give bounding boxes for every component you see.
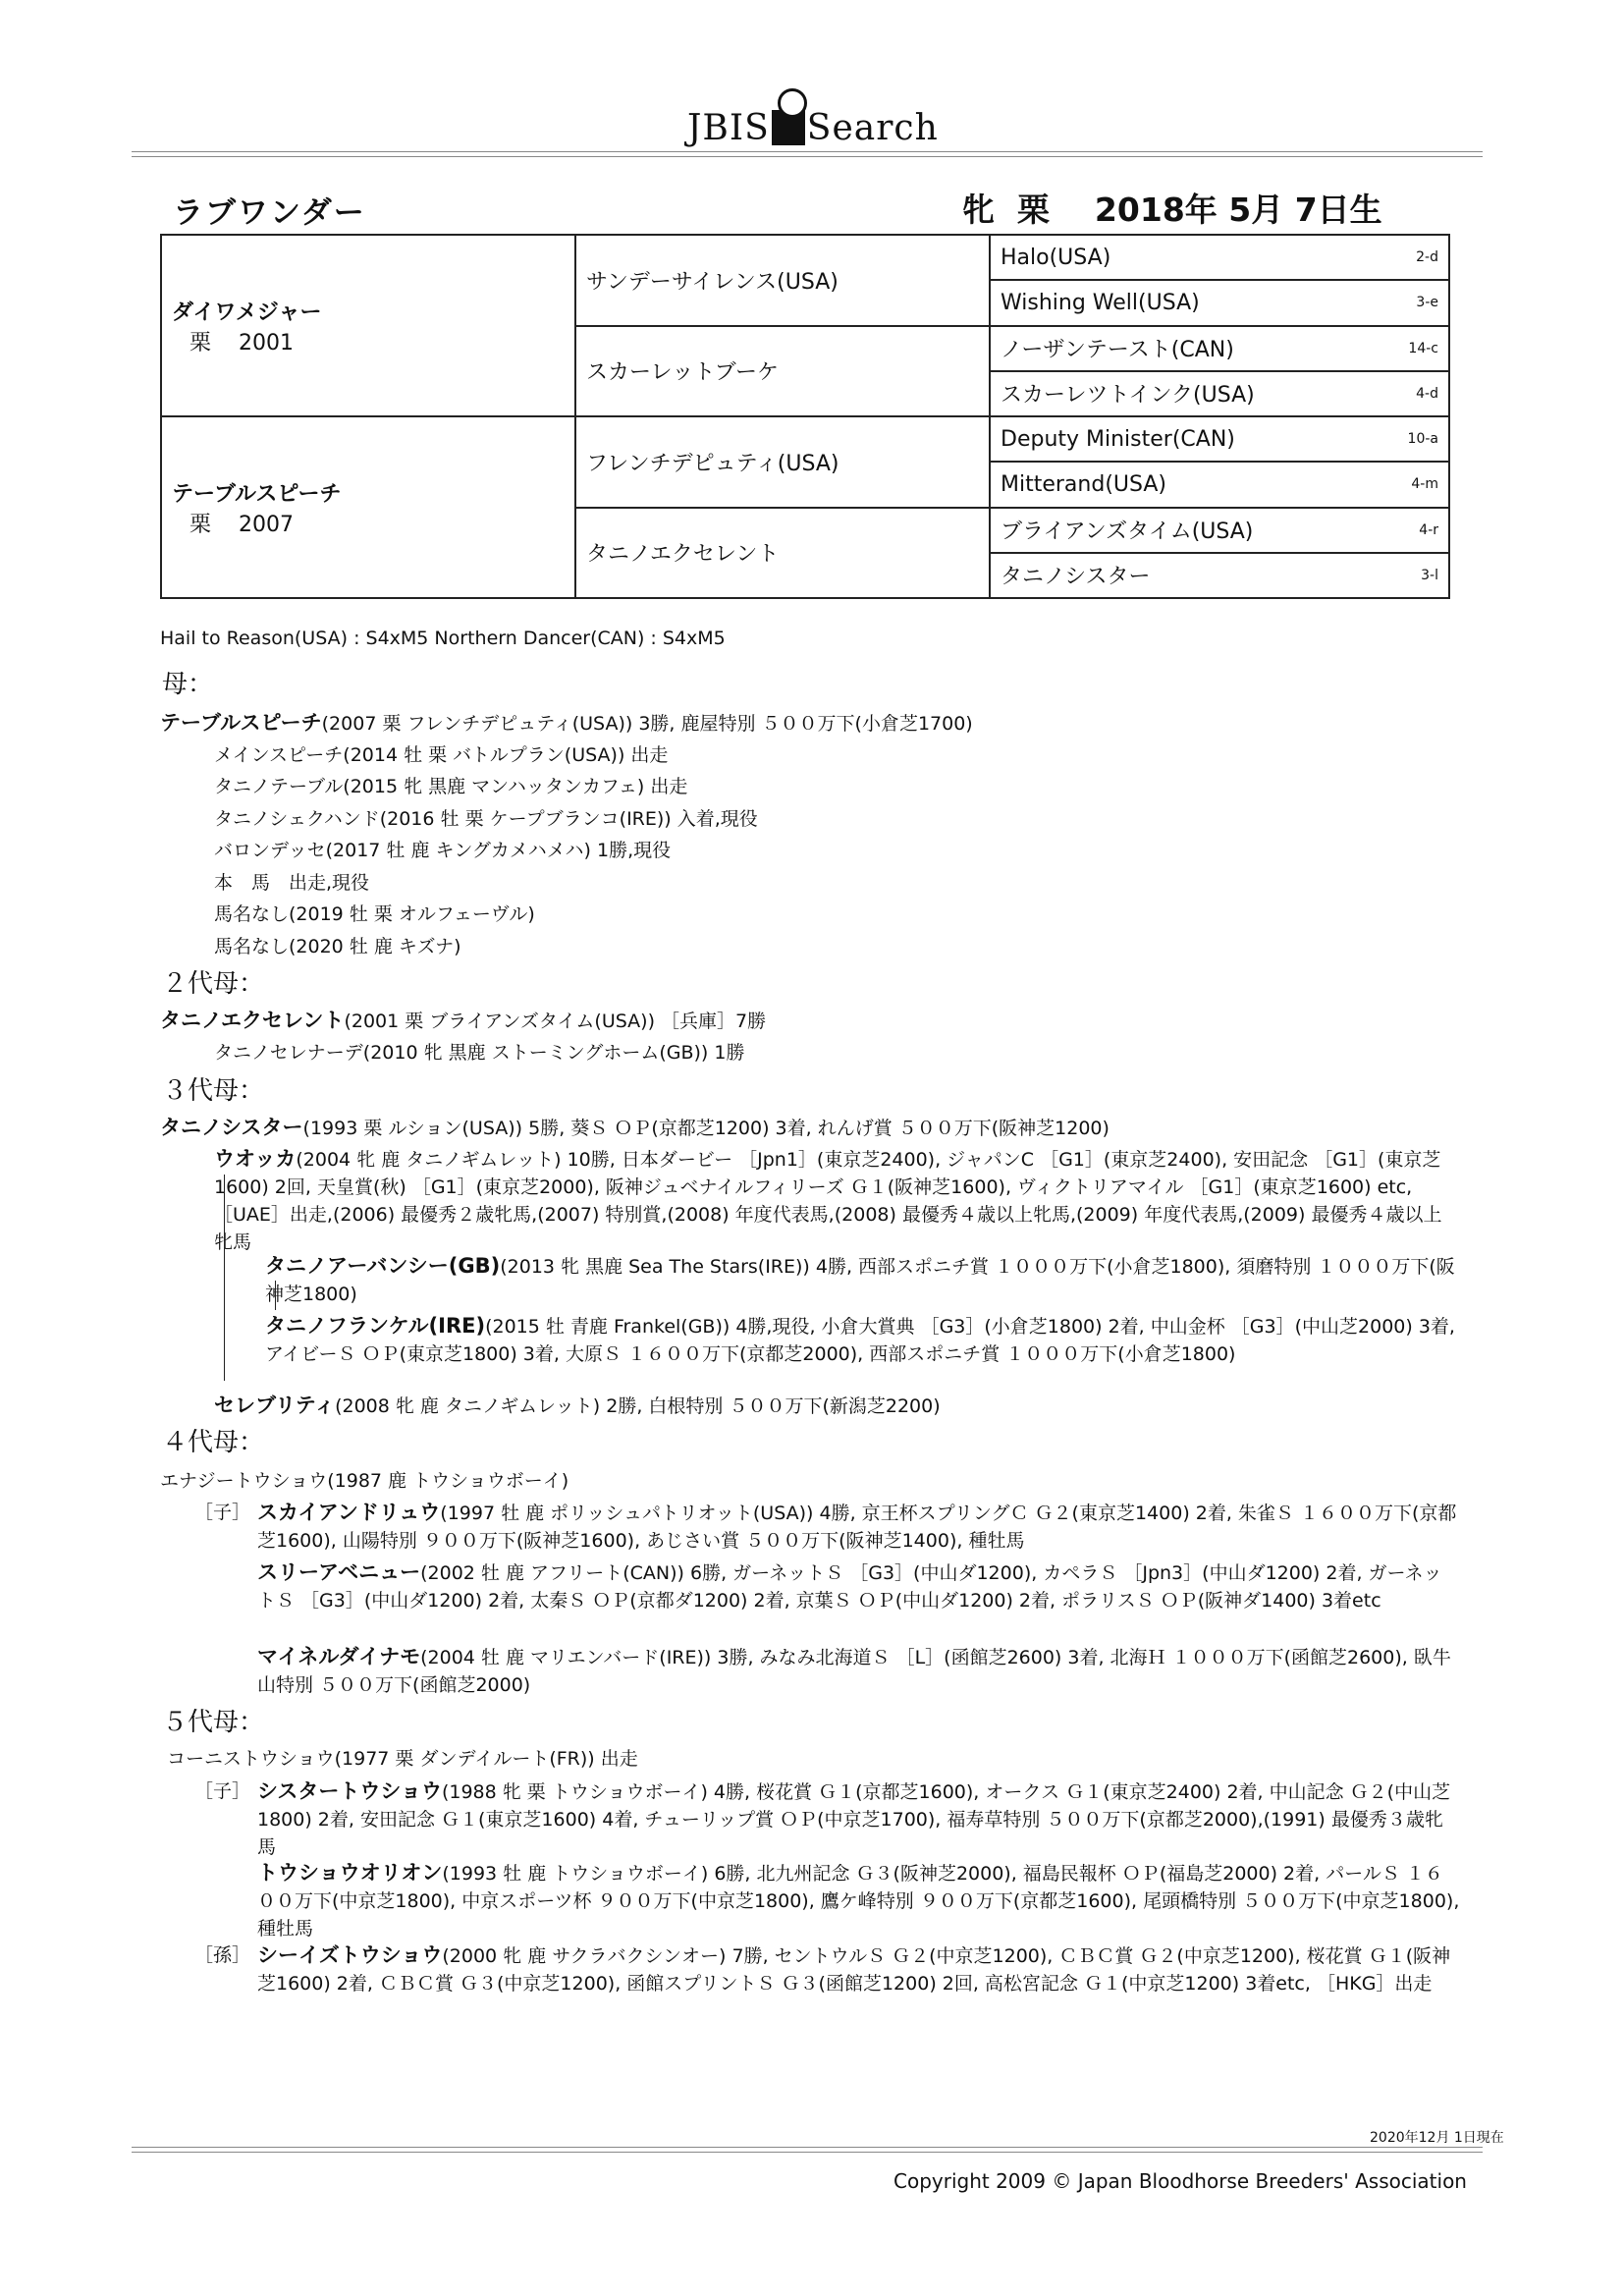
- sire-name: ダイワメジャー: [172, 300, 322, 325]
- g3-cell: Deputy Minister(CAN) 10-a: [990, 416, 1449, 462]
- family-branch-line: [224, 1175, 225, 1381]
- dam-info: 栗 2007: [189, 512, 294, 537]
- relation-tag: ［孫］: [194, 1944, 251, 1966]
- sire-cell: [161, 235, 575, 416]
- progeny-line: セレブリティ(2008 牝 鹿 タニノギムレット) 2勝, 白根特別 ５００万下(新潟芝2200): [214, 1394, 941, 1417]
- relation-tag: ［子］: [194, 1502, 251, 1523]
- sibling-line: 馬名なし(2020 牡 鹿 キズナ): [214, 936, 461, 957]
- g3-cell: スカーレツトインク(USA) 4-d: [990, 371, 1449, 416]
- horse-name: ラブワンダー: [173, 195, 366, 231]
- g2-cell: タニノエクセレント: [575, 508, 990, 599]
- sibling-line: 馬名なし(2019 牡 栗 オルフェーヴル): [214, 903, 535, 925]
- section-heading: ４代母：: [162, 1428, 265, 1457]
- progeny-line: タニノフランケル(IRE)(2015 牡 青鹿 Frankel(GB)) 4勝,現役, 小倉大賞典 ［G3］(小倉芝1800) 2着, 中山金杯 ［G3］(中山芝2000) 3着, アイビーＳ ＯＰ(東京芝1800) 3着, 大原Ｓ １６００万下(京都芝2000), 西部スポニチ賞 １０００万下(小倉芝1800): [265, 1314, 1455, 1365]
- as-of-date: 2020年12月 1日現在: [1370, 2130, 1504, 2146]
- logo-text-left: JBIS: [687, 108, 770, 148]
- progeny-line: トウショウオリオン(1993 牡 鹿 トウショウボーイ) 6勝, 北九州記念 Ｇ３(阪神芝2000), 福島民報杯 ＯＰ(福島芝2000) 2着, パールＳ １６００万下(中京芝1800), 中京スポーツ杯 ９００万下(中京芝1800), 鷹ケ峰特別 ９００万下(京都芝1600), 尾頭橋特別 ５００万下(中京芝1800), 種牡馬: [257, 1861, 1460, 1940]
- g2-cell: スカーレットブーケ: [575, 326, 990, 417]
- horse-sex-color-birth: 牝 栗 2018年 5月 7日生: [962, 191, 1382, 229]
- dam-line: テーブルスピーチ(2007 栗 フレンチデピュティ(USA)) 3勝, 鹿屋特別 ５００万下(小倉芝1700): [160, 711, 973, 735]
- progeny-line: スリーアベニュー(2002 牡 鹿 アフリート(CAN)) 6勝, ガーネットＳ ［G3］(中山ダ1200), カペラＳ ［Jpn3］(中山ダ1200) 2着, ガーネットＳ ［G3］(中山ダ1200) 2着, 太秦Ｓ ＯＰ(京都ダ1200) 2着, 京葉Ｓ ＯＰ(中山ダ1200) 2着, ポラリスＳ ＯＰ(阪神ダ1400) 3着etc: [257, 1560, 1442, 1612]
- g2-dam-line: タニノエクセレント(2001 栗 ブライアンズタイム(USA)) ［兵庫］7勝: [160, 1009, 767, 1032]
- sibling-line: バロンデッセ(2017 牡 鹿 キングカメハメハ) 1勝,現役: [214, 840, 672, 861]
- progeny-line: シスタートウショウ(1988 牝 栗 トウショウボーイ) 4勝, 桜花賞 Ｇ１(京都芝1600), オークス Ｇ１(東京芝2400) 2着, 中山記念 Ｇ２(中山芝1800) 2着, 安田記念 Ｇ１(東京芝1600) 4着, チューリップ賞 ＯＰ(中京芝1700), 福寿草特別 ５００万下(京都芝2000),(1991) 最優秀３歳牝馬: [257, 1779, 1451, 1858]
- g2-cell: フレンチデピュティ(USA): [575, 416, 990, 508]
- g3-cell: ノーザンテースト(CAN) 14-c: [990, 326, 1449, 371]
- sibling-line: タニノテーブル(2015 牝 黒鹿 マンハッタンカフェ) 出走: [214, 776, 688, 797]
- g3-cell: タニノシスター 3-l: [990, 553, 1449, 598]
- sibling-line: タニノシェクハンド(2016 牡 栗 ケープブランコ(IRE)) 入着,現役: [214, 808, 758, 830]
- g3-cell: ブライアンズタイム(USA) 4-r: [990, 508, 1449, 553]
- g2-cell: サンデーサイレンス(USA): [575, 235, 990, 326]
- g3-cell: Mitterand(USA) 4-m: [990, 462, 1449, 507]
- g3-cell: Wishing Well(USA) 3-e: [990, 280, 1449, 325]
- family-branch-line: [275, 1281, 276, 1310]
- section-heading: ３代母：: [162, 1076, 265, 1106]
- section-heading: ２代母：: [162, 969, 265, 999]
- g3-cell: Halo(USA) 2-d: [990, 235, 1449, 280]
- section-heading: ５代母：: [162, 1708, 265, 1737]
- sibling-line: 本 馬 出走,現役: [214, 872, 370, 894]
- logo-horse-icon: [772, 110, 805, 145]
- progeny-line: スカイアンドリュウ(1997 牡 鹿 ポリッシュパトリオット(USA)) 4勝, 京王杯スプリングＣ Ｇ２(東京芝1400) 2着, 朱雀Ｓ １６００万下(京都芝1600), 山陽特別 ９００万下(阪神芝1600), あじさい賞 ５００万下(阪神芝1400), 種牡馬: [257, 1501, 1457, 1552]
- dam-name: テーブルスピーチ: [172, 481, 342, 507]
- inbreeding-note: Hail to Reason(USA) : S4xM5 Northern Dancer(CAN) : S4xM5: [160, 628, 726, 649]
- relation-tag: ［子］: [194, 1780, 251, 1802]
- g4-dam-line: エナジートウショウ(1987 鹿 トウショウボーイ): [160, 1470, 569, 1492]
- header-divider: [132, 151, 1483, 157]
- g5-dam-line: コーニストウショウ(1977 栗 ダンデイルート(FR)) 出走: [167, 1748, 638, 1770]
- section-heading: 母：: [162, 670, 214, 699]
- progeny-line: マイネルダイナモ(2004 牡 鹿 マリエンバード(IRE)) 3勝, みなみ北海道Ｓ ［L］(函館芝2600) 3着, 北海Ｈ １０００万下(函館芝2600), 臥牛山特別 ５００万下(函館芝2000): [257, 1645, 1451, 1696]
- progeny-line: シーイズトウショウ(2000 牝 鹿 サクラバクシンオー) 7勝, セントウルＳ Ｇ２(中京芝1200), ＣＢＣ賞 Ｇ２(中京芝1200), 桜花賞 Ｇ１(阪神芝1600) 2着, ＣＢＣ賞 Ｇ３(中京芝1200), 函館スプリントＳ Ｇ３(函館芝1200) 2回, 高松宮記念 Ｇ１(中京芝1200) 3着etc, ［HKG］出走: [257, 1943, 1451, 1995]
- sire-info: 栗 2001: [189, 330, 294, 355]
- dam-cell: [161, 416, 575, 598]
- sibling-line: メインスピーチ(2014 牡 栗 バトルプラン(USA)) 出走: [214, 744, 669, 766]
- jbis-search-logo: [687, 94, 943, 153]
- progeny-line: タニノアーバンシー(GB)(2013 牝 黒鹿 Sea The Stars(IRE)) 4勝, 西部スポニチ賞 １０００万下(小倉芝1800), 須磨特別 １０００万下(阪神芝1800): [265, 1254, 1455, 1305]
- pedigree-table: [160, 234, 1450, 599]
- g3-dam-line: タニノシスター(1993 栗 ルション(USA)) 5勝, 葵Ｓ ＯＰ(京都芝1200) 3着, れんげ賞 ５００万下(阪神芝1200): [160, 1116, 1110, 1139]
- sibling-line: タニノセレナーデ(2010 牝 黒鹿 ストーミングホーム(GB)) 1勝: [214, 1042, 745, 1064]
- logo-text-right: Search: [806, 108, 939, 148]
- copyright: Copyright 2009 © Japan Bloodhorse Breeders' Association: [893, 2169, 1467, 2193]
- progeny-line: ウオッカ(2004 牝 鹿 タニノギムレット) 10勝, 日本ダービー ［Jpn1］(東京芝2400), ジャパンC ［G1］(東京芝2400), 安田記念 ［G1］(東京芝1600) 2回, 天皇賞(秋) ［G1］(東京芝2000), 阪神ジュベナイルフィリーズ Ｇ１(阪神芝1600), ヴィクトリアマイル ［G1］(東京芝1600) etc, ［UAE］出走,(2006) 最優秀２歳牝馬,(2007) 特別賞,(2008) 年度代表馬,(2008) 最優秀４歳以上牝馬,(2009) 年度代表馬,(2009) 最優秀４歳以上牝馬: [214, 1147, 1442, 1253]
- footer-divider: [132, 2147, 1483, 2153]
